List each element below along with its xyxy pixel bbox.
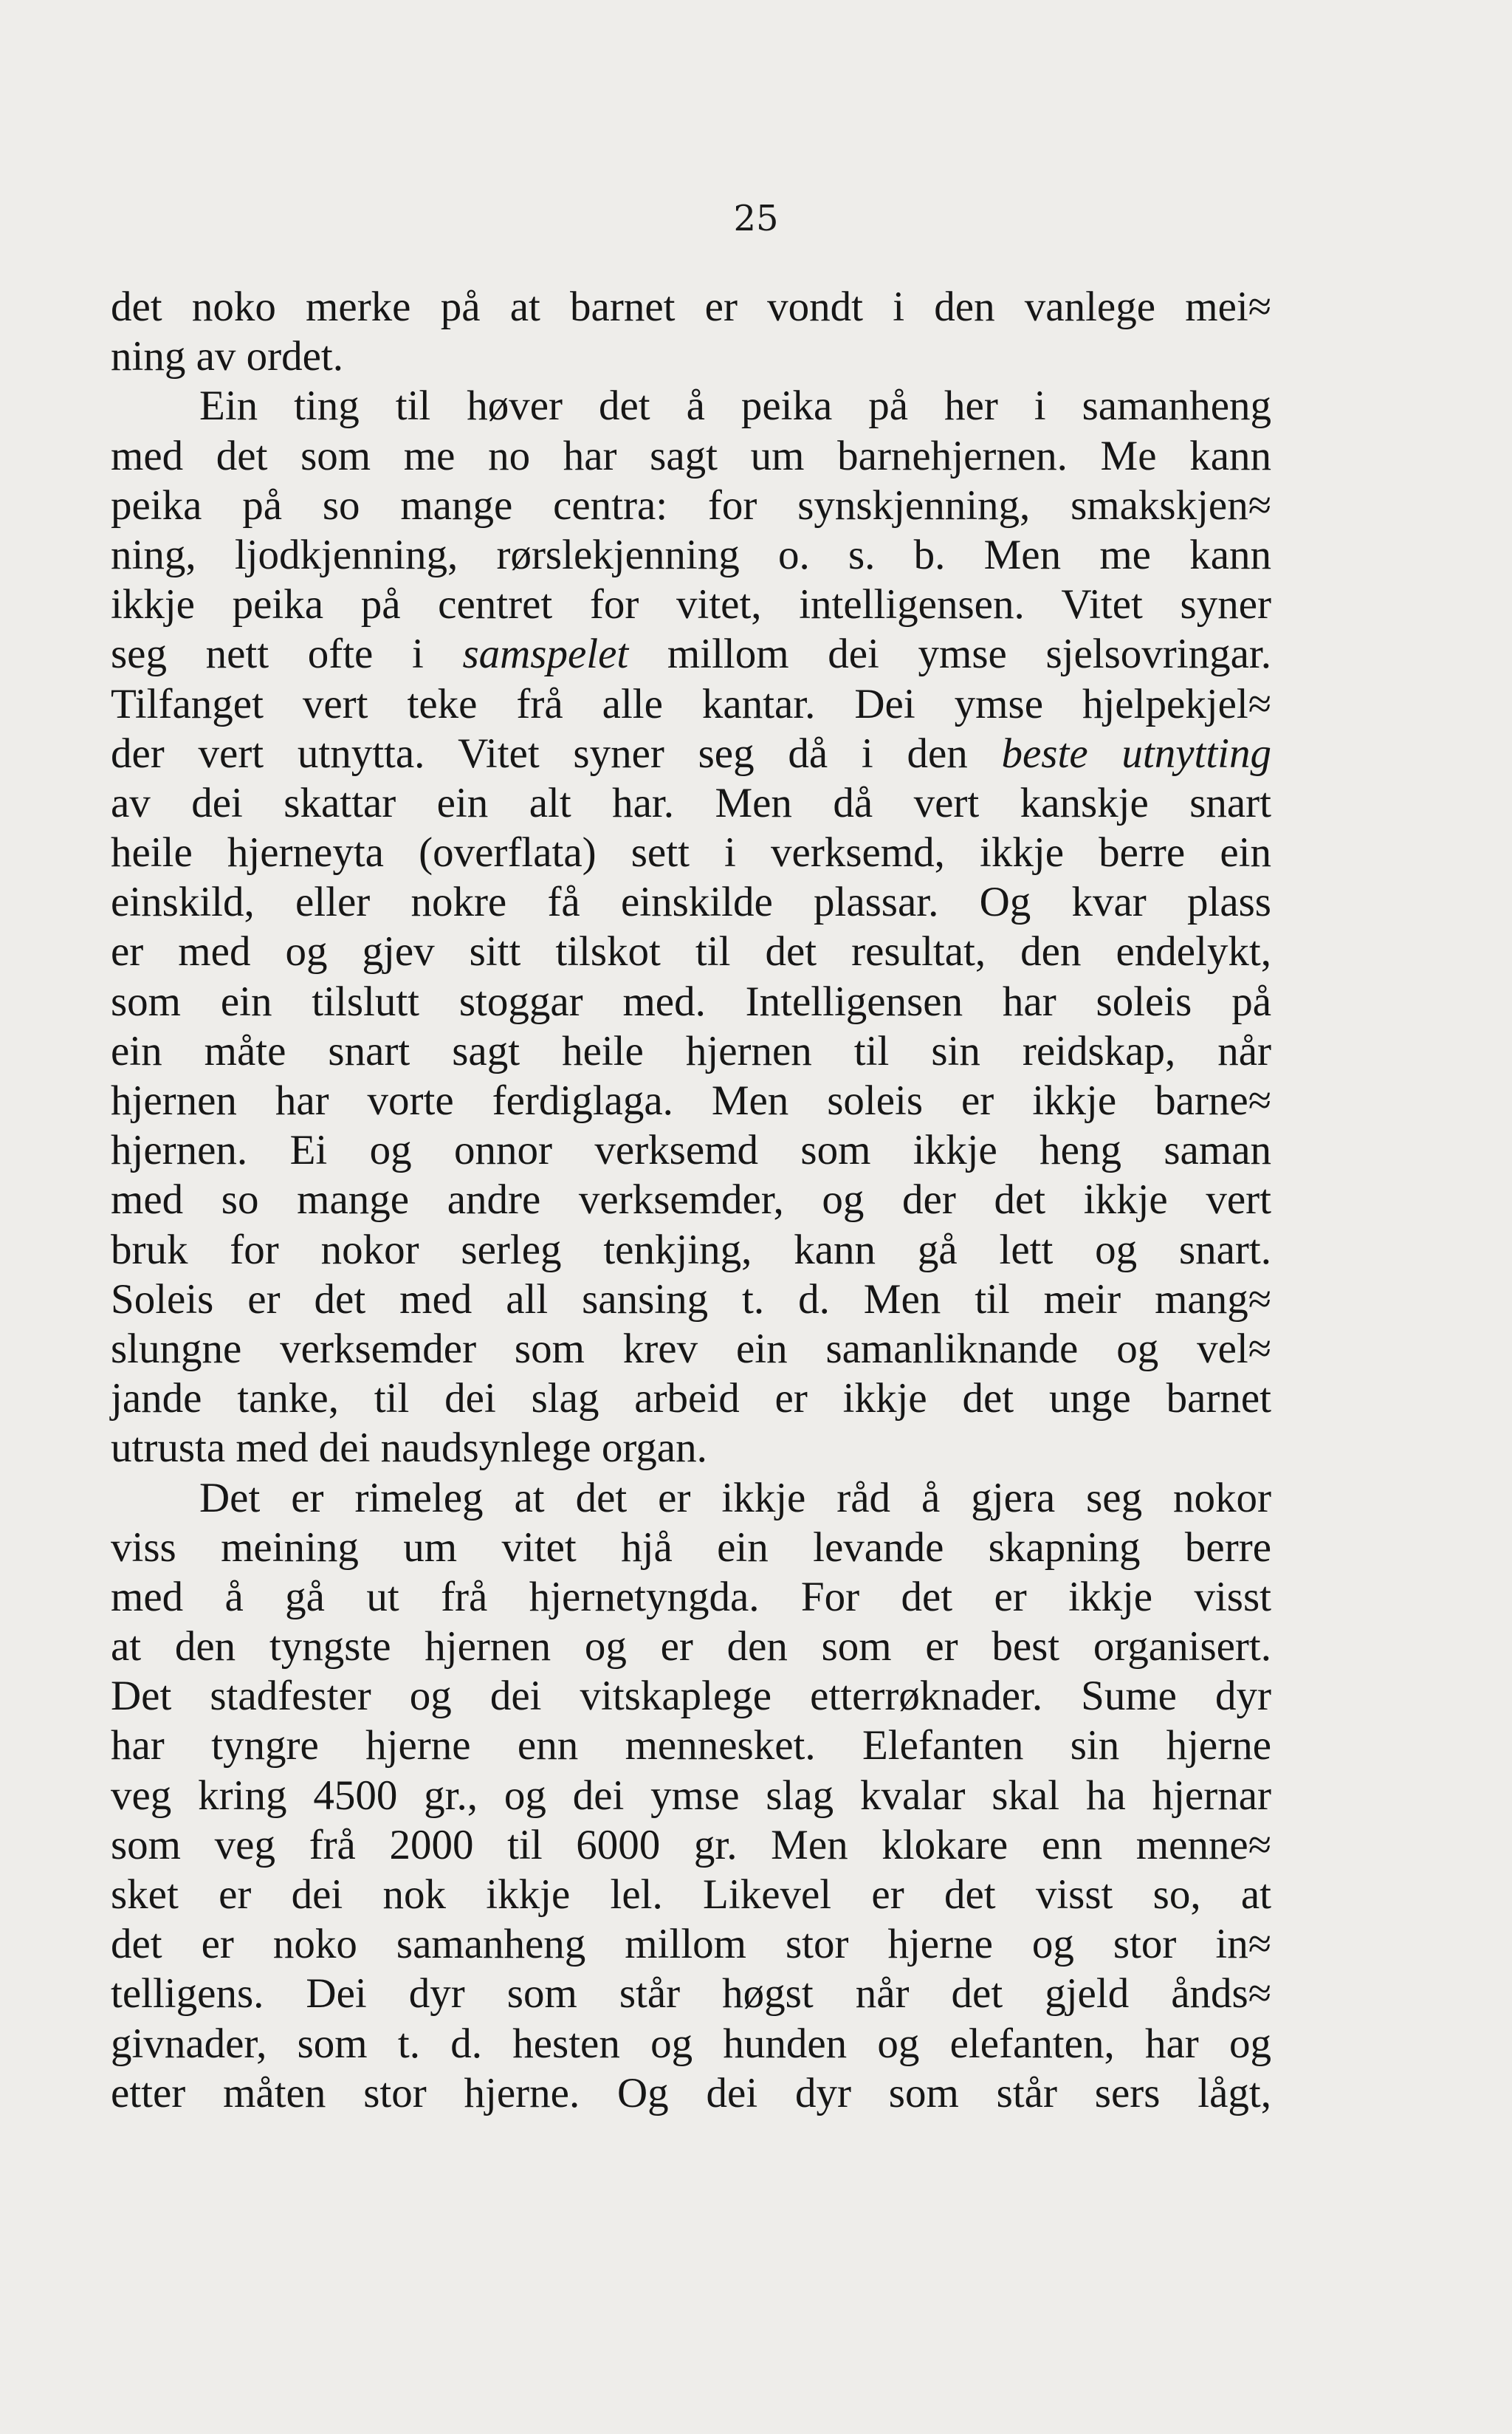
text-line: peika på so mange centra: for synskjenning, smakskjen≈ <box>111 481 1271 529</box>
text-line: utrusta med dei naudsynlege organ. <box>111 1425 707 1472</box>
text-line: er med og gjev sitt tilskot til det resultat, den endelykt, <box>111 928 1271 976</box>
text-line: ning, ljodkjenning, rørslekjenning o. s. b. Men me kann <box>111 531 1271 578</box>
text-line: telligens. Dei dyr som står høgst når det gjeld ånds≈ <box>111 1970 1271 2018</box>
emphasis: beste utnytting <box>1001 730 1271 777</box>
text-line <box>111 729 1271 778</box>
text-line: givnader, som t. d. hesten og hunden og elefanten, har og <box>111 2020 1271 2067</box>
page-number: 25 <box>733 198 779 239</box>
text-line: Tilfanget vert teke frå alle kantar. Dei ymse hjelpekjel≈ <box>111 680 1271 727</box>
text-line <box>111 629 1271 679</box>
text-line: viss meining um vitet hjå ein levande skapning berre <box>111 1523 1271 1571</box>
text-line: som ein tilslutt stoggar med. Intelligensen har soleis på <box>111 978 1271 1025</box>
text-line: bruk for nokor serleg tenkjing, kann gå lett og snart. <box>111 1226 1271 1273</box>
text-line: ikkje peika på centret for vitet, intelligensen. Vitet syner <box>111 581 1271 628</box>
body-text <box>111 282 1271 2118</box>
text-line: som veg frå 2000 til 6000 gr. Men klokare enn menne≈ <box>111 1821 1271 1868</box>
text-line: hjernen. Ei og onnor verksemd som ikkje heng saman <box>111 1127 1271 1174</box>
text-line: veg kring 4500 gr., og dei ymse slag kvalar skal ha hjernar <box>111 1772 1271 1819</box>
text-line: Det er rimeleg at det er ikkje råd å gjera seg nokor <box>199 1474 1271 1521</box>
text-line: ning av ordet. <box>111 333 344 380</box>
text-segment: millom dei ymse sjelsovringar. <box>628 631 1271 678</box>
text-line: sket er dei nok ikkje lel. Likevel er det visst so, at <box>111 1871 1271 1918</box>
text-line: av dei skattar ein alt har. Men då vert kanskje snart <box>111 779 1271 826</box>
text-line: etter måten stor hjerne. Og dei dyr som står sers lågt, <box>111 2069 1271 2116</box>
emphasis: samspelet <box>462 631 629 678</box>
text-line: det noko merke på at barnet er vondt i den vanlege mei≈ <box>111 284 1271 330</box>
text-line: Soleis er det med all sansing t. d. Men til meir mang≈ <box>111 1275 1271 1323</box>
text-line: einskild, eller nokre få einskilde plassar. Og kvar plass <box>111 879 1271 926</box>
text-line: har tyngre hjerne enn mennesket. Elefanten sin hjerne <box>111 1722 1271 1769</box>
text-line: Det stadfester og dei vitskaplege etterrøknader. Sume dyr <box>111 1673 1271 1720</box>
text-line: slungne verksemder som krev ein samanliknande og vel≈ <box>111 1325 1271 1372</box>
text-line: med det som me no har sagt um barnehjernen. Me kann <box>111 432 1271 479</box>
text-line: hjernen har vorte ferdiglaga. Men soleis er ikkje barne≈ <box>111 1077 1271 1124</box>
text-line: ein måte snart sagt heile hjernen til sin reidskap, når <box>111 1027 1271 1074</box>
text-line: jande tanke, til dei slag arbeid er ikkje det unge barnet <box>111 1375 1271 1422</box>
text-line: med å gå ut frå hjernetyngda. For det er ikkje visst <box>111 1573 1271 1620</box>
text-segment: seg nett ofte i <box>111 631 463 678</box>
text-line: med so mange andre verksemder, og der det ikkje vert <box>111 1176 1271 1224</box>
text-line: at den tyngste hjernen og er den som er best organisert. <box>111 1623 1271 1670</box>
text-line: det er noko samanheng millom stor hjerne og stor in≈ <box>111 1921 1271 1968</box>
text-line: Ein ting til høver det å peika på her i samanheng <box>199 383 1271 430</box>
text-line: heile hjerneyta (overflata) sett i verksemd, ikkje berre ein <box>111 829 1271 877</box>
text-segment: der vert utnytta. Vitet syner seg då i den <box>111 730 1002 777</box>
